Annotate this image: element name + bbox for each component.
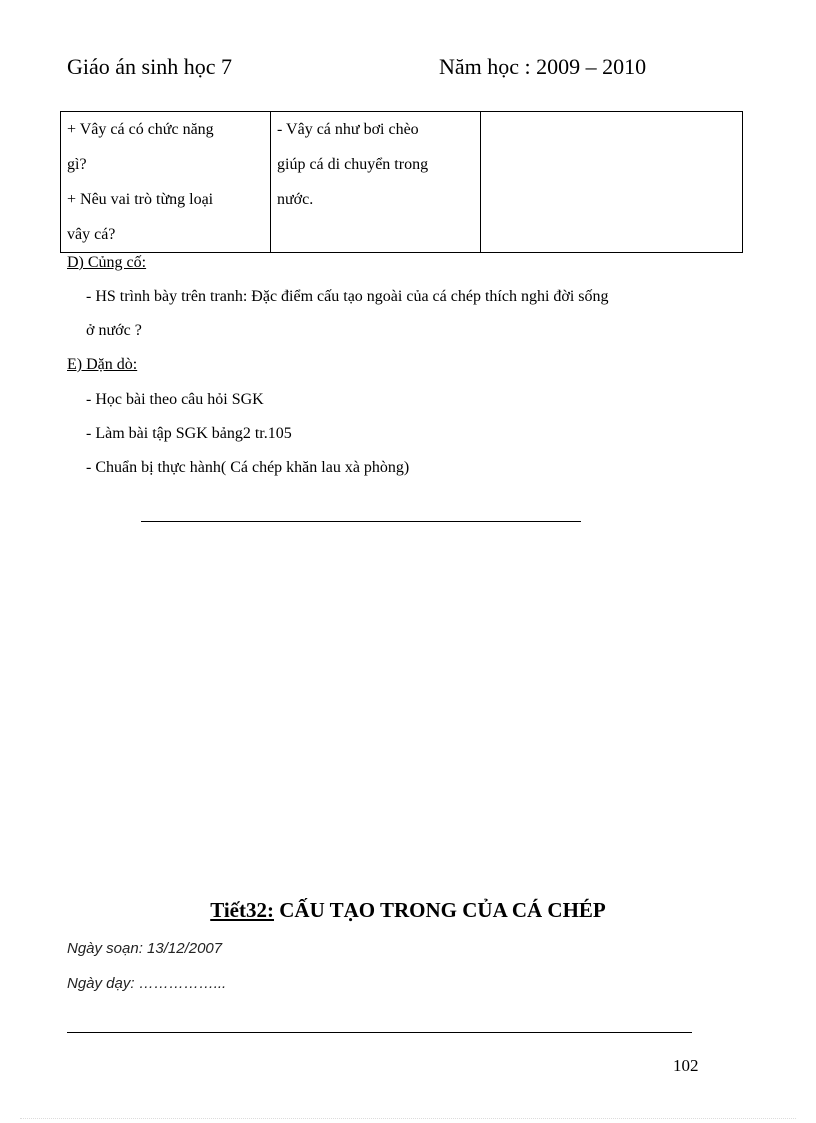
- table-line: gì?: [67, 156, 87, 173]
- table-line: - Vây cá như bơi chèo: [277, 121, 419, 138]
- table-line: vây cá?: [67, 226, 116, 243]
- lesson-table: [60, 111, 743, 253]
- homework-heading: E) Dặn dò:: [67, 356, 138, 373]
- consolidation-item-cont: ở nước ?: [86, 322, 142, 339]
- consolidation-item: - HS trình bày trên tranh: Đặc điểm cấu tạo ngoài của cá chép thích nghi đời sống: [86, 288, 609, 305]
- footer-divider: [67, 1032, 692, 1033]
- section-divider: [141, 521, 581, 522]
- homework-item: - Làm bài tập SGK bảng2 tr.105: [86, 425, 292, 442]
- content-cell: [481, 112, 743, 253]
- table-line: + Nêu vai trò từng loại: [67, 191, 214, 208]
- lesson-title-text: CẤU TẠO TRONG CỦA CÁ CHÉP: [279, 898, 606, 922]
- date-prepared: Ngày soạn: 13/12/2007: [67, 940, 223, 957]
- header-school-year: Năm học : 2009 – 2010: [439, 54, 647, 79]
- table-line: nước.: [277, 191, 314, 208]
- table-line: giúp cá di chuyển trong: [277, 156, 429, 173]
- homework-item: - Chuẩn bị thực hành( Cá chép khăn lau xà phòng): [86, 459, 410, 476]
- homework-item: - Học bài theo câu hỏi SGK: [86, 391, 264, 408]
- table-line: + Vây cá có chức năng: [67, 121, 214, 138]
- student-activity-cell: [271, 112, 481, 253]
- page-number: 102: [673, 1056, 699, 1075]
- lesson-title: [0, 898, 816, 923]
- lesson-number: Tiết32:: [210, 898, 274, 922]
- table-row: [61, 112, 743, 253]
- page-bottom-edge: [20, 1118, 796, 1119]
- consolidation-heading: D) Củng cố:: [67, 254, 147, 271]
- teacher-activity-cell: [61, 112, 271, 253]
- header-subject: Giáo án sinh học 7: [67, 54, 232, 79]
- date-taught: Ngày dạy: ……………...: [67, 975, 227, 992]
